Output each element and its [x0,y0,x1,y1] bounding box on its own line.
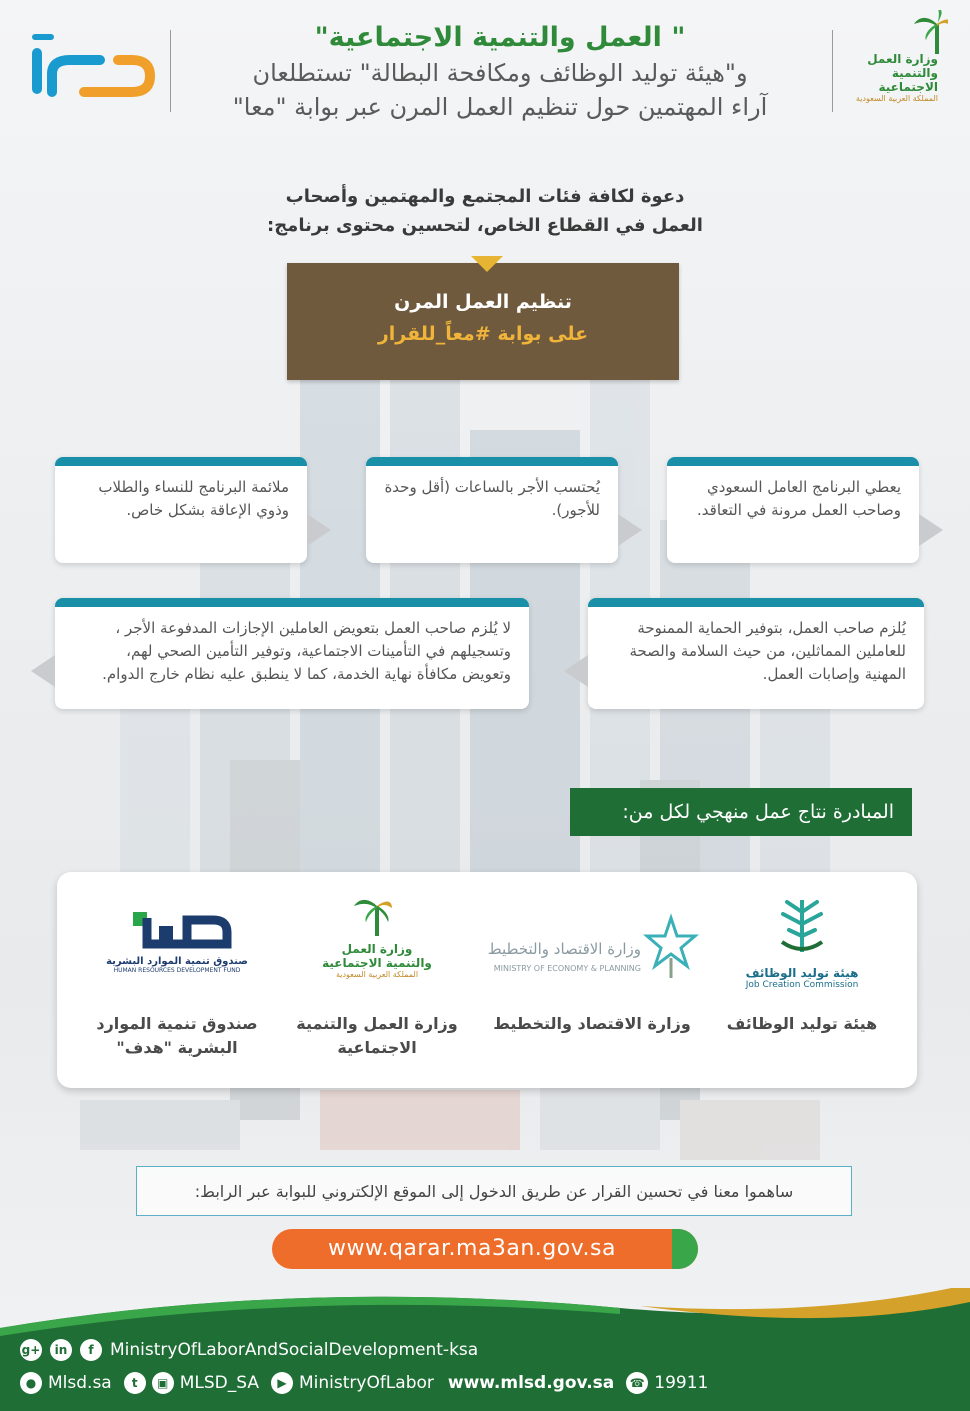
program-title-box [287,263,679,380]
title-line-1: " العمل والتنمية الاجتماعية" [314,22,686,53]
footer-social-row-2 [20,1367,708,1399]
feature-card-suitability [55,457,307,563]
card-text: يُلزم صاحب العمل، بتوفير الحماية الممنوحة للعاملين المماثلين، من حيث السلامة والصحة المهنية وإصابات العمل. [629,619,906,683]
invitation-text [250,182,720,240]
hrdf-logo-en: HUMAN RESOURCES DEVELOPMENT FUND [113,967,241,974]
facebook-handle[interactable]: MinistryOfLaborAndSocialDevelopment-ksa [110,1340,479,1360]
invitation-line-1: دعوة لكافة فئات المجتمع والمهتمين وأصحاب [285,186,685,207]
twitter-icon[interactable]: t [124,1372,146,1394]
down-arrow-icon [471,256,503,272]
ma3an-logo [22,34,157,104]
portal-url[interactable]: www.qarar.ma3an.gov.sa [328,1236,616,1261]
job-creation-logo [707,892,897,1002]
footer-social-row-1 [20,1335,478,1365]
partner-name [282,1012,472,1060]
participation-call: ساهموا معنا في تحسين القرار عن طريق الدخول إلى الموقع الإلكتروني للبوابة عبر الرابط: [136,1166,852,1216]
job-creation-logo-ar: هيئة توليد الوظائف [745,966,859,980]
labor-logo-ar-1: وزارة العمل [341,942,413,956]
youtube-icon[interactable]: ▶ [271,1372,293,1394]
invitation-line-2: العمل في القطاع الخاص، لتحسين محتوى برنامج: [267,215,703,236]
title-line-3: آراء المهتمين حول تنظيم العمل المرن عبر بوابة "معا" [232,93,768,121]
economy-logo-ar: وزارة الاقتصاد والتخطيط [487,940,641,958]
card-text: لا يُلزم صاحب العمل بتعويض العاملين الإجازات المدفوعة الأجر ، وتسجيلهم في التأمينات الاجتماعية، وتوفير التأمين الصحي لهم، وتعويض مكافأة نهاية الخدمة، كما لا ينطبق عليه نظام خارج الدوام. [102,619,511,683]
snapchat-icon[interactable]: ● [20,1372,42,1394]
initiative-heading: المبادرة نتاج عمل منهجي لكل من: [570,788,912,836]
snapchat-handle[interactable]: Mlsd.sa [48,1373,112,1393]
palm-icon [282,892,472,938]
header-divider-right [832,30,833,112]
leaf-emblem-icon [707,892,897,962]
economy-ministry-logo [477,892,707,1002]
title-line-2: و"هيئة توليد الوظائف ومكافحة البطالة" تستطلعان [252,59,748,87]
twitter-instagram-handle[interactable]: MLSD_SA [179,1373,259,1393]
partner-name-line-2: الاجتماعية [337,1038,417,1057]
labor-logo-ar-2: والتنمية الاجتماعية [322,956,432,970]
ministry-logo-text-3: المملكة العربية السعودية [855,94,938,103]
ministry-logo-text-1: وزارة العمل [867,52,938,66]
instagram-icon[interactable]: ▣ [152,1372,174,1394]
card-pointer [564,655,588,687]
card-text: ملائمة البرنامج للنساء والطلاب وذوي الإعاقة بشكل خاص. [98,478,289,519]
partners-panel [57,872,917,1088]
website-link[interactable]: www.mlsd.gov.sa [447,1373,615,1393]
card-text: يُحتسب الأجر بالساعات (أقل وحدة للأجور). [384,478,600,519]
job-creation-logo-en: Job Creation Commission [745,980,859,990]
partner-name: وزارة الاقتصاد والتخطيط [493,1014,691,1033]
hadaf-emblem-icon [77,892,277,952]
partner-name-line-2: البشرية "هدف" [116,1038,238,1057]
youtube-handle[interactable]: MinistryOfLabor [298,1373,434,1393]
card-pointer [307,514,331,546]
program-title: تنظيم العمل المرن [394,291,572,313]
card-pointer [31,655,55,687]
partner-name-line-1: وزارة العمل والتنمية [296,1014,458,1033]
partner-ministry-economy [477,892,707,1036]
partner-name: هيئة توليد الوظائف [726,1014,878,1033]
hrdf-logo [77,892,277,1002]
phone-icon: ☎ [626,1372,648,1394]
phone-number: 19911 [654,1373,709,1393]
page-title [180,20,820,124]
card-pointer [618,514,642,546]
partner-job-creation-commission [707,892,897,1036]
linkedin-icon[interactable]: in [50,1339,72,1361]
partner-hrdf [77,892,277,1060]
feature-card-protection [588,598,924,709]
portal-link-button[interactable] [272,1229,698,1269]
ministry-logo-text-2: والتنمية الاجتماعية [878,66,938,94]
feature-card-exemptions [55,598,529,709]
feature-card-flexibility [667,457,919,563]
url-accent [672,1229,698,1269]
star-emblem-icon [641,912,701,982]
labor-ministry-logo [282,892,472,1002]
hrdf-logo-ar: صندوق تنمية الموارد البشرية [106,956,248,967]
ministry-logo [838,10,948,110]
economy-logo-en: MINISTRY OF ECONOMY & PLANNING [493,964,641,973]
partner-name-line-1: صندوق تنمية الموارد [96,1014,258,1033]
labor-logo-ar-3: المملكة العربية السعودية [335,970,419,979]
card-text: يعطي البرنامج العامل السعودي وصاحب العمل مرونة في التعاقد. [697,478,901,519]
partner-name [77,1012,277,1060]
feature-card-hourly-wage [366,457,618,563]
facebook-icon[interactable]: f [80,1339,102,1361]
card-pointer [919,514,943,546]
header-divider-left [170,30,171,112]
partner-ministry-labor [282,892,472,1060]
program-portal-hashtag: على بوابة #معاً_للقرار [377,323,589,345]
googleplus-icon[interactable]: g+ [20,1339,42,1361]
